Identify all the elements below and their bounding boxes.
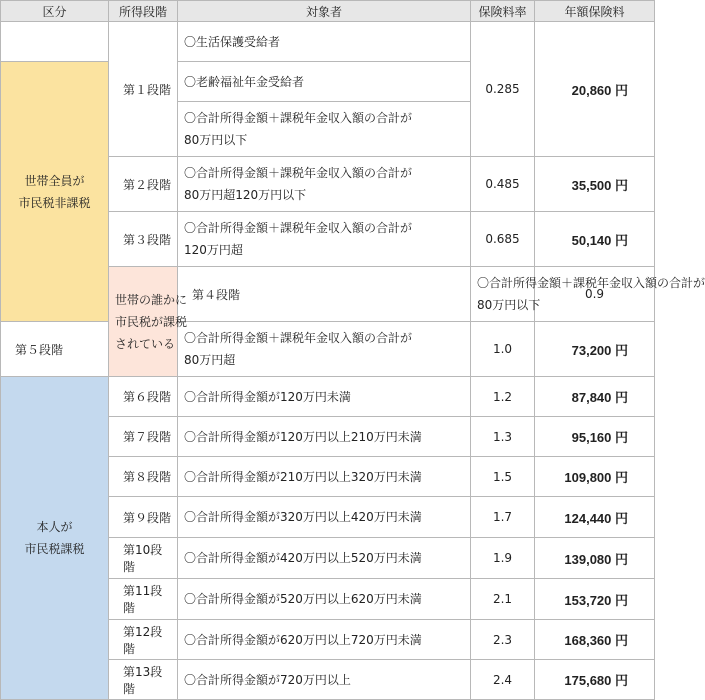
header-rate: 保険料率: [471, 1, 535, 22]
category-line: 市民税が課税: [115, 314, 188, 329]
rate-cell: 2.3: [471, 620, 535, 660]
category-cell: [1, 62, 109, 322]
header-stage: 所得段階: [109, 1, 178, 22]
target-cell: [178, 322, 471, 377]
premium-cell: 73,200 円: [535, 322, 655, 377]
rate-cell: 1.9: [471, 538, 535, 579]
target-line: 120万円超: [184, 243, 243, 257]
target-line: 80万円超: [184, 353, 236, 367]
rate-cell: 0.485: [471, 157, 535, 212]
category-cell: [109, 267, 188, 377]
table-row: [1, 377, 655, 417]
rate-cell: 2.4: [471, 660, 535, 700]
premium-cell: 175,680 円: [535, 660, 655, 700]
stage-label: 第４段階: [178, 267, 471, 322]
target-line: 〇合計所得金額＋課税年金収入額の合計が: [184, 221, 413, 235]
stage-label: 第12段階: [109, 620, 178, 660]
target-cell: [178, 102, 471, 157]
target-cell: 〇合計所得金額が120万円未満: [178, 377, 471, 417]
target-cell: [178, 157, 471, 212]
rate-cell: 0.9: [535, 267, 655, 322]
category-line: 市民税非課税: [18, 195, 91, 210]
premium-cell: 109,800 円: [535, 457, 655, 497]
premium-cell: 124,440 円: [535, 497, 655, 538]
category-line: されている: [115, 336, 176, 351]
table-row: [1, 322, 655, 377]
blank-cell: [1, 22, 109, 62]
target-cell: 〇合計所得金額が520万円以上620万円未満: [178, 579, 471, 620]
header-category: 区分: [1, 1, 109, 22]
category-line: 世帯全員が: [24, 173, 85, 188]
stage-label: 第９段階: [109, 497, 178, 538]
rate-cell: 1.5: [471, 457, 535, 497]
rate-cell: 1.0: [471, 322, 535, 377]
table-row: [1, 22, 655, 62]
rate-cell: 2.1: [471, 579, 535, 620]
target-line: 80万円超120万円以下: [184, 188, 307, 202]
stage-label: 第６段階: [109, 377, 178, 417]
stage-label: 第８段階: [109, 457, 178, 497]
premium-cell: 20,860 円: [535, 22, 655, 157]
rate-cell: 1.7: [471, 497, 535, 538]
target-cell: 〇合計所得金額が720万円以上: [178, 660, 471, 700]
target-cell: [178, 212, 471, 267]
premium-cell: 139,080 円: [535, 538, 655, 579]
stage-label: 第11段階: [109, 579, 178, 620]
premium-cell: 95,160 円: [535, 417, 655, 457]
stage-label: 第10段階: [109, 538, 178, 579]
premium-cell: 168,360 円: [535, 620, 655, 660]
header-target: 対象者: [178, 1, 471, 22]
target-line: 80万円以下: [184, 133, 248, 147]
target-cell: 〇合計所得金額が420万円以上520万円未満: [178, 538, 471, 579]
rate-cell: 1.3: [471, 417, 535, 457]
premium-cell: 153,720 円: [535, 579, 655, 620]
target-cell: 〇合計所得金額が620万円以上720万円未満: [178, 620, 471, 660]
target-cell: [178, 22, 471, 62]
premium-cell: 87,840 円: [535, 377, 655, 417]
target-cell: [178, 62, 471, 102]
target-line: 〇老齢福祉年金受給者: [184, 74, 305, 89]
target-line: 〇合計所得金額＋課税年金収入額の合計が: [477, 276, 705, 290]
target-cell: 〇合計所得金額が210万円以上320万円未満: [178, 457, 471, 497]
header-premium: 年額保険料: [535, 1, 655, 22]
rate-cell: 1.2: [471, 377, 535, 417]
stage-label: 第５段階: [1, 322, 109, 377]
target-cell: 〇合計所得金額が120万円以上210万円未満: [178, 417, 471, 457]
target-cell: 〇合計所得金額が320万円以上420万円未満: [178, 497, 471, 538]
category-line: 本人が: [36, 520, 73, 534]
stage-label: 第２段階: [109, 157, 178, 212]
target-line: 〇生活保護受給者: [184, 34, 281, 49]
category-line: 市民税課税: [24, 542, 85, 556]
stage-label: 第13段階: [109, 660, 178, 700]
target-line: 〇合計所得金額＋課税年金収入額の合計が: [184, 111, 413, 125]
target-line: 〇合計所得金額＋課税年金収入額の合計が: [184, 331, 413, 345]
category-cell: [1, 377, 109, 700]
target-line: 〇合計所得金額＋課税年金収入額の合計が: [184, 166, 413, 180]
premium-cell: 35,500 円: [535, 157, 655, 212]
target-line: 80万円以下: [477, 298, 541, 312]
stage-label: 第１段階: [109, 22, 178, 157]
category-line: 世帯の誰かに: [115, 292, 188, 307]
header-row: [1, 1, 655, 22]
rate-cell: 0.685: [471, 212, 535, 267]
stage-label: 第７段階: [109, 417, 178, 457]
premium-cell: 50,140 円: [535, 212, 655, 267]
rate-cell: 0.285: [471, 22, 535, 157]
stage-label: 第３段階: [109, 212, 178, 267]
